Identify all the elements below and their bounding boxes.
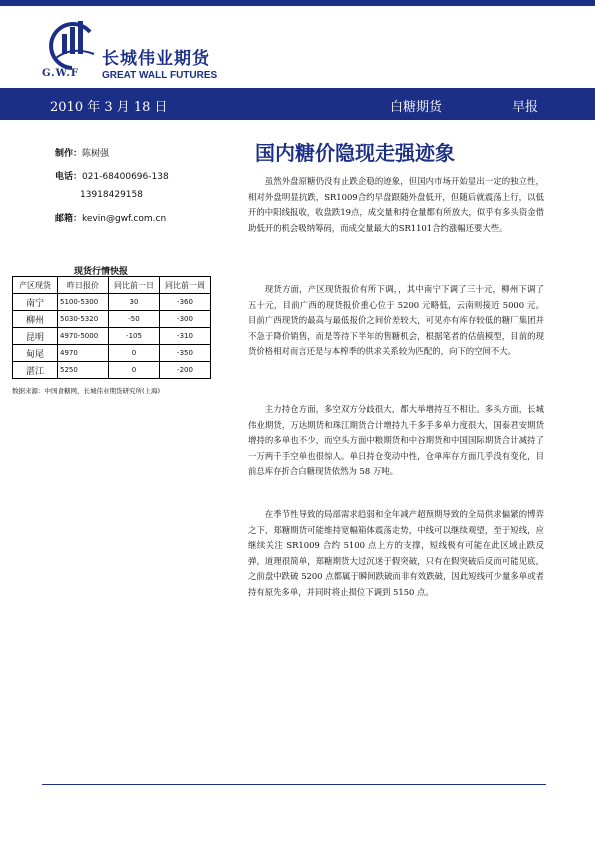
phone-number-2: 13918429158 bbox=[80, 190, 143, 200]
day-change-cell: 0 bbox=[109, 345, 160, 362]
data-source-note: 数据来源：中国食糖网，长城伟业期货研究所(上海) bbox=[12, 387, 161, 395]
week-change-cell: -300 bbox=[160, 311, 211, 328]
column-header: 同比前一周 bbox=[160, 277, 211, 294]
city-cell: 昆明 bbox=[13, 328, 58, 345]
day-change-cell: 0 bbox=[109, 362, 160, 379]
brand-abbr: G.W.F bbox=[42, 68, 79, 79]
author-label: 制作： bbox=[55, 149, 83, 159]
paragraph: 现货方面，产区现货报价有所下调，，其中南宁下调了三十元，柳州下调了五十元，目前广西的现货报价重心位于 5200 元略低，云南则接近 5000 元。目前广西现货的最高与最低报价之间价差较大，可见亦有库存较低的糖厂集团并不急于降价销售，而是等待下半年的售糖机会，根据笔者的估值模型，目前的现货价格相对而言还是与本榨季的供求关系较为匹配的，向下的空间不大。 bbox=[248, 284, 544, 357]
column-header: 同比前一日 bbox=[109, 277, 160, 294]
report-type: 早报 bbox=[512, 100, 539, 115]
price-cell: 4970 bbox=[58, 345, 109, 362]
city-cell: 南宁 bbox=[13, 294, 58, 311]
article-title: 国内糖价隐现走强迹象 bbox=[255, 141, 455, 165]
phone-label: 电话： bbox=[55, 172, 83, 182]
report-date: 2010 年 3 月 18 日 bbox=[50, 100, 168, 115]
column-header: 产区现货 bbox=[13, 277, 58, 294]
table-row bbox=[13, 294, 211, 311]
week-change-cell: -350 bbox=[160, 345, 211, 362]
footer-divider bbox=[42, 784, 546, 785]
paragraph: 主力持仓方面，多空双方分歧很大，都大举增持互不相让。多头方面，长城伟业期货，万达期货和珠江期货合计增持九千多手多单力度很大，国泰君安期货增持的多单也不少，而空头方面中粮期货和中谷期货和中国国际期货合计减持了一万两千手空单也很惊人。单日持仓变动中性，仓单库存方面几乎没有变化，目前总库存折合白糖现货依然为 58 万吨。 bbox=[248, 404, 544, 477]
paragraph: 在季节性导致的局部需求趋弱和全年减产超预期导致的全局供求偏紧的博弈之下，郑糖期货可能维持宽幅箱体震荡走势，中线可以继续观望，至于短线，应继续关注 SR1009 合约 5100 点上方的支撑，短线极有可能在此区域止跌反弹，道理很简单，郑糖期货大过沉迷于假突破，只有在假突破后反而可能见底，之前盘中跌破 5200 点都属于瞬间跌破而非有效跌破，因此短线可少量多单或者持有原先多单，并同时将止损位下调到 5150 点。 bbox=[248, 509, 544, 597]
table-header-row bbox=[13, 277, 211, 294]
week-change-cell: -200 bbox=[160, 362, 211, 379]
paragraph: 虽然外盘原糖仍没有止跌企稳的迹象，但国内市场开始显出一定的独立性，相对外盘明显抗跌，SR1009合约早盘跟随外盘低开，但随后就震荡上行，以低开的中阳线报收，收盘跌19点，成交量和持仓量都有所放大，似乎有多头资金借助低开的机会吸纳筹码，而成交量最大的SR1101合约涨幅还要大些。 bbox=[248, 176, 544, 233]
email-line bbox=[55, 211, 166, 224]
table-row bbox=[13, 311, 211, 328]
report-header-bar bbox=[0, 88, 595, 120]
author-name: 陈树强 bbox=[82, 149, 110, 159]
brand-name-en: GREAT WALL FUTURES bbox=[102, 70, 218, 81]
email-label: 邮箱： bbox=[55, 214, 83, 224]
top-accent-bar bbox=[0, 0, 595, 6]
day-change-cell: 30 bbox=[109, 294, 160, 311]
price-cell: 5030-5320 bbox=[58, 311, 109, 328]
week-change-cell: -310 bbox=[160, 328, 211, 345]
email-address[interactable]: kevin@gwf.com.cn bbox=[82, 214, 167, 224]
day-change-cell: -105 bbox=[109, 328, 160, 345]
quotes-table-title: 现货行情快报 bbox=[74, 267, 129, 277]
column-header: 昨日报价 bbox=[58, 277, 109, 294]
report-category: 白糖期货 bbox=[390, 100, 443, 115]
city-cell: 柳州 bbox=[13, 311, 58, 328]
day-change-cell: -50 bbox=[109, 311, 160, 328]
table-row bbox=[13, 328, 211, 345]
price-cell: 5250 bbox=[58, 362, 109, 379]
table-row bbox=[13, 362, 211, 379]
table-row bbox=[13, 345, 211, 362]
phone-line bbox=[55, 169, 169, 182]
price-cell: 5100-5300 bbox=[58, 294, 109, 311]
phone-number-1: 021-68400696-138 bbox=[82, 172, 169, 182]
author-line bbox=[55, 146, 109, 159]
spot-quotes-table bbox=[12, 276, 211, 379]
city-cell: 湛江 bbox=[13, 362, 58, 379]
city-cell: 甸尾 bbox=[13, 345, 58, 362]
price-cell: 4970-5000 bbox=[58, 328, 109, 345]
brand-name-cn: 长城伟业期货 bbox=[102, 49, 210, 69]
week-change-cell: -360 bbox=[160, 294, 211, 311]
